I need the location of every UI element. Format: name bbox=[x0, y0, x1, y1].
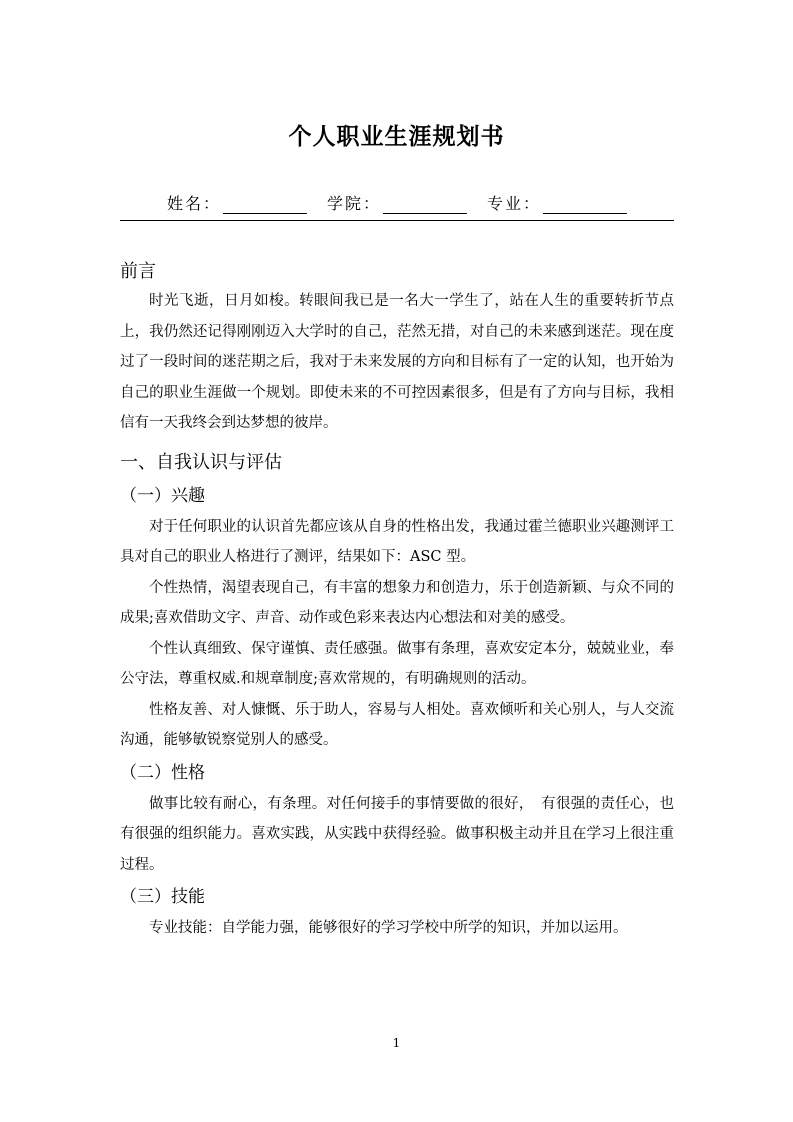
interest-paragraph: 性格友善、对人慷慨、乐于助人，容易与人相处。喜欢倾听和关心别人，与人交流沟通，能够敏锐察觉别人的感受。 bbox=[120, 701, 674, 748]
personality-paragraph: 做事比较有耐心，有条理。对任何接手的事情要做的很好， 有很强的责任心，也有很强的组织能力。喜欢实践，从实践中获得经验。做事积极主动并且在学习上很注重过程。 bbox=[120, 795, 674, 873]
name-field bbox=[167, 191, 307, 214]
interest-paragraph: 对于任何职业的认识首先都应该从自身的性格出发，我通过霍兰德职业兴趣测评工具对自己的职业人格进行了测评，结果如下：ASC 型。 bbox=[120, 518, 674, 565]
self-assessment-heading: 一、自我认识与评估 bbox=[120, 451, 282, 473]
major-field bbox=[487, 191, 627, 214]
major-blank[interactable] bbox=[543, 191, 627, 214]
personality-heading: （二）性格 bbox=[120, 762, 205, 783]
interest-heading: （一）兴趣 bbox=[120, 485, 205, 506]
preface-heading: 前言 bbox=[120, 261, 156, 282]
preface-paragraph: 时光飞逝，日月如梭。转眼间我已是一名大一学生了，站在人生的重要转折节点上，我仍然还记得刚刚迈入大学时的自己，茫然无措，对自己的未来感到迷茫。现在度过了一段时间的迷茫期之后，我对于未来发展的方向和目标有了一定的认知，也开始为自己的职业生涯做一个规划。即使未来的不可控因素很多，但是有了方向与目标，我相信有一天我终会到达梦想的彼岸。 bbox=[120, 293, 674, 431]
name-blank[interactable] bbox=[223, 191, 307, 214]
college-blank[interactable] bbox=[383, 191, 467, 214]
college-label: 学院： bbox=[326, 193, 381, 213]
skills-heading: （三）技能 bbox=[120, 887, 205, 907]
interest-paragraph: 个性认真细致、保守谨慎、责任感强。做事有条理，喜欢安定本分，兢兢业业，奉公守法，尊重权威.和规章制度;喜欢常规的，有明确规则的活动。 bbox=[120, 640, 674, 687]
document-body bbox=[120, 258, 674, 944]
document-title: 个人职业生涯规划书 bbox=[288, 124, 505, 150]
page-number: 1 bbox=[392, 1036, 401, 1050]
student-info-line bbox=[120, 184, 674, 221]
interest-paragraph: 个性热情，渴望表现自己，有丰富的想象力和创造力，乐于创造新颖、与众不同的成果;喜欢借助文字、声音、动作或色彩来表达内心想法和对美的感受。 bbox=[120, 579, 674, 626]
major-label: 专业： bbox=[487, 193, 542, 213]
name-label: 姓名： bbox=[166, 193, 221, 213]
college-field bbox=[327, 191, 467, 214]
skills-paragraph: 专业技能：自学能力强，能够很好的学习学校中所学的知识，并加以运用。 bbox=[149, 920, 628, 936]
